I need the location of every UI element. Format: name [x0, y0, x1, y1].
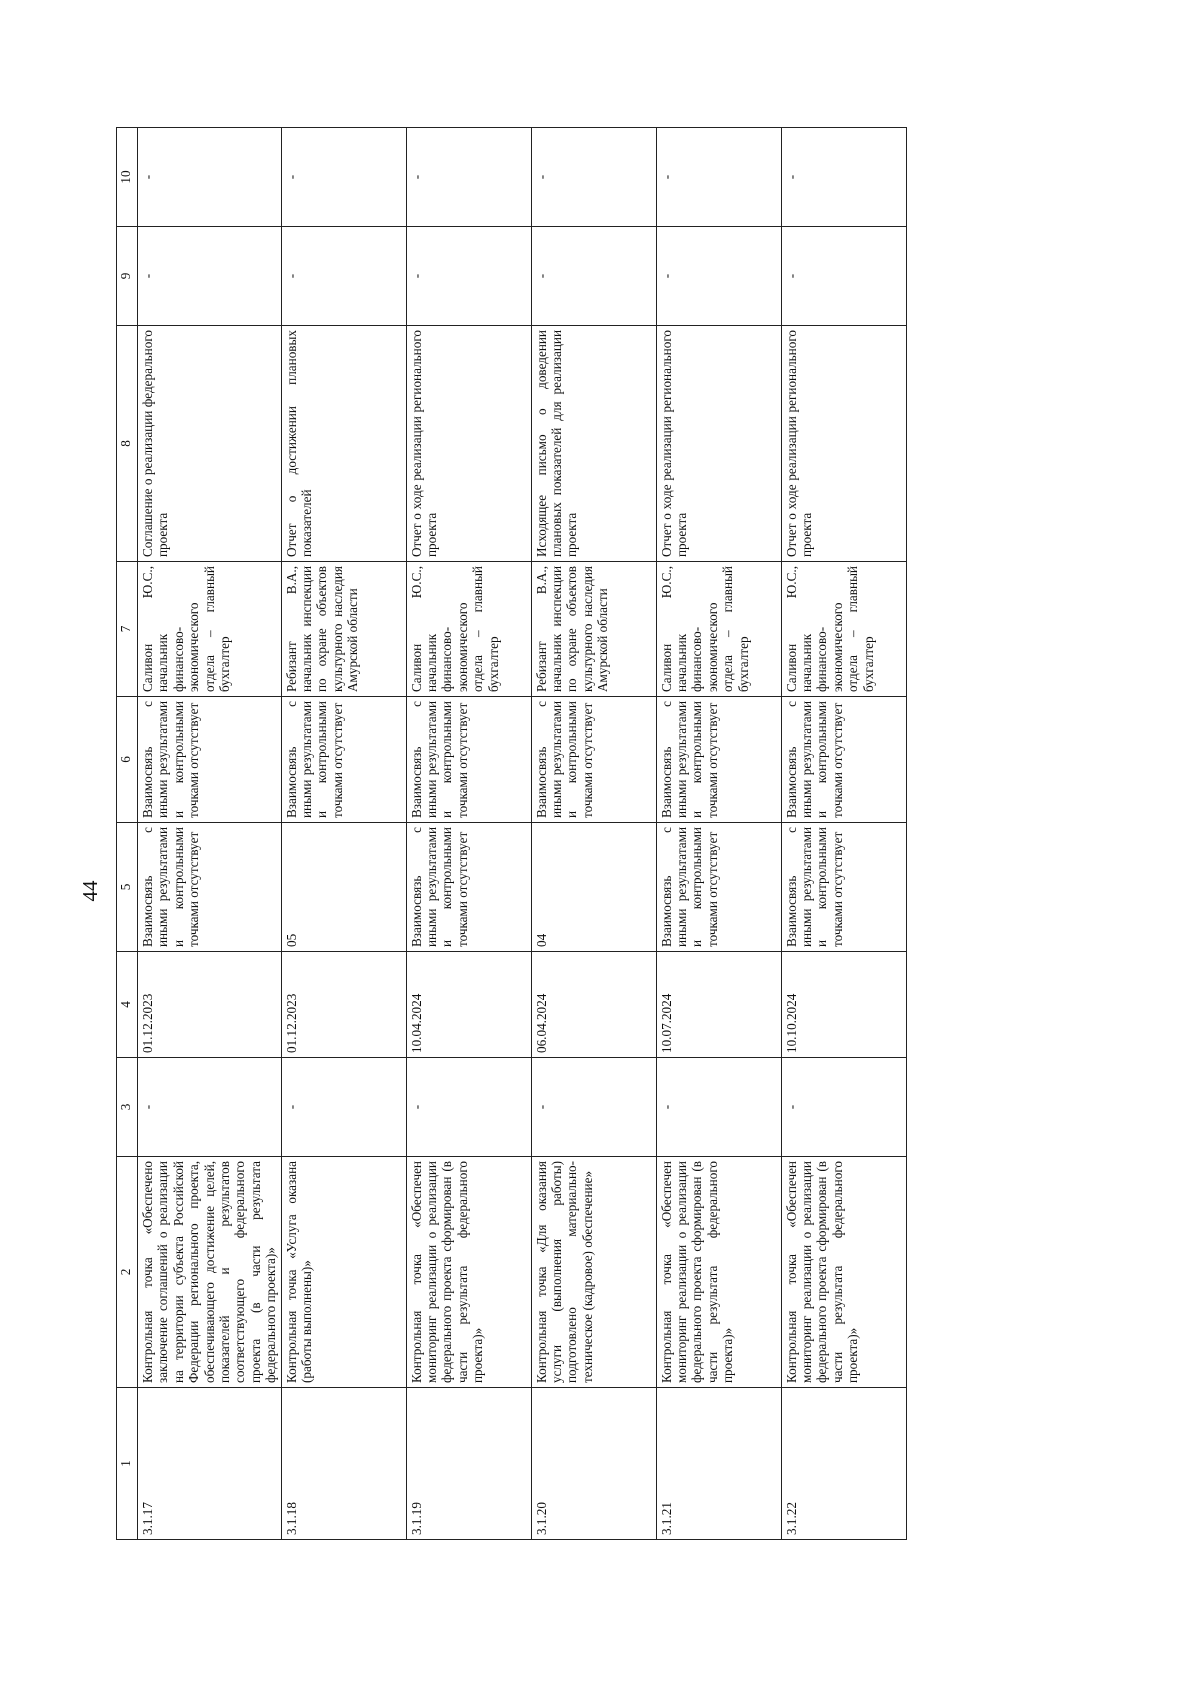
column-header: 4: [117, 952, 138, 1058]
deadline-date: 10.07.2024: [656, 952, 781, 1058]
column-6-value: Взаимосвязь с иными результатами и контрольными точками отсутствует: [781, 697, 906, 823]
document-type: Отчет о ходе реализации регионального проекта: [781, 326, 906, 562]
table-row: [531, 128, 656, 1540]
column-5-value: 05: [281, 823, 406, 952]
column-10-value: -: [138, 128, 282, 227]
row-number: 3.1.17: [138, 1388, 282, 1540]
column-6-value: Взаимосвязь с иными результатами и контрольными точками отсутствует: [406, 697, 531, 823]
deadline-date: 01.12.2023: [138, 952, 282, 1058]
column-9-value: -: [138, 227, 282, 326]
column-6-value: Взаимосвязь с иными результатами и контрольными точками отсутствует: [656, 697, 781, 823]
rotated-table-container: [116, 128, 1026, 1540]
column-9-value: -: [281, 227, 406, 326]
control-point-name: Контрольная точка «Обеспечен мониторинг реализации о реализации федерального проекта сформирован (в части результата федерального проекта)»: [656, 1157, 781, 1388]
responsible-person: Саливон Ю.С., начальник финансово-экономического отдела – главный бухгалтер: [406, 562, 531, 697]
document-type: Соглашение о реализации федерального проекта: [138, 326, 282, 562]
row-number: 3.1.21: [656, 1388, 781, 1540]
row-number: 3.1.20: [531, 1388, 656, 1540]
deadline-date: 01.12.2023: [281, 952, 406, 1058]
responsible-person: Ребизант В.А., начальник инспекции по охране объектов культурного наследия Амурской области: [281, 562, 406, 697]
row-number: 3.1.19: [406, 1388, 531, 1540]
deadline-date: 06.04.2024: [531, 952, 656, 1058]
column-3-value: -: [656, 1058, 781, 1157]
column-3-value: -: [531, 1058, 656, 1157]
row-number: 3.1.18: [281, 1388, 406, 1540]
column-header: 7: [117, 562, 138, 697]
row-number: 3.1.22: [781, 1388, 906, 1540]
column-header: 8: [117, 326, 138, 562]
column-header: 1: [117, 1388, 138, 1540]
column-5-value: Взаимосвязь с иными результатами и контрольными точками отсутствует: [406, 823, 531, 952]
document-type: Исходящее письмо о доведении плановых показателей для реализации проекта: [531, 326, 656, 562]
control-point-name: Контрольная точка «Обеспечен мониторинг реализации о реализации федерального проекта сформирован (в части результата федерального проекта)»: [781, 1157, 906, 1388]
page-number: 44: [78, 880, 102, 902]
deadline-date: 10.04.2024: [406, 952, 531, 1058]
column-9-value: -: [656, 227, 781, 326]
column-header: 6: [117, 697, 138, 823]
column-header: 3: [117, 1058, 138, 1157]
control-points-table: [116, 127, 907, 1540]
table-header-row: [117, 128, 138, 1540]
column-header: 10: [117, 128, 138, 227]
column-5-value: Взаимосвязь с иными результатами и контрольными точками отсутствует: [138, 823, 282, 952]
column-10-value: -: [406, 128, 531, 227]
column-3-value: -: [406, 1058, 531, 1157]
column-header: 5: [117, 823, 138, 952]
column-6-value: Взаимосвязь с иными результатами и контрольными точками отсутствует: [531, 697, 656, 823]
table-row: [781, 128, 906, 1540]
table-row: [406, 128, 531, 1540]
column-9-value: -: [531, 227, 656, 326]
column-9-value: -: [781, 227, 906, 326]
column-10-value: -: [531, 128, 656, 227]
column-5-value: 04: [531, 823, 656, 952]
column-10-value: -: [281, 128, 406, 227]
responsible-person: Саливон Ю.С., начальник финансово-экономического отдела – главный бухгалтер: [781, 562, 906, 697]
column-header: 9: [117, 227, 138, 326]
responsible-person: Ребизант В.А., начальник инспекции по охране объектов культурного наследия Амурской области: [531, 562, 656, 697]
column-10-value: -: [656, 128, 781, 227]
control-point-name: Контрольная точка «Обеспечено заключение соглашений о реализации на территории субъекта Российской Федерации регионального проекта, обеспечивающего достижение целей, показателей и результатов соответствующего федерального проекта (в части результата федерального проекта)»: [138, 1157, 282, 1388]
document-type: Отчет о достижении плановых показателей: [281, 326, 406, 562]
column-10-value: -: [781, 128, 906, 227]
column-6-value: Взаимосвязь с иными результатами и контрольными точками отсутствует: [138, 697, 282, 823]
table-row: [138, 128, 282, 1540]
control-point-name: Контрольная точка «Обеспечен мониторинг реализации о реализации федерального проекта сформирован (в части результата федерального проекта)»: [406, 1157, 531, 1388]
column-6-value: Взаимосвязь с иными результатами и контрольными точками отсутствует: [281, 697, 406, 823]
responsible-person: Саливон Ю.С., начальник финансово-экономического отдела – главный бухгалтер: [656, 562, 781, 697]
document-type: Отчет о ходе реализации регионального проекта: [656, 326, 781, 562]
control-point-name: Контрольная точка «Услуга оказана (работы выполнены)»: [281, 1157, 406, 1388]
column-header: 2: [117, 1157, 138, 1388]
table-row: [281, 128, 406, 1540]
column-5-value: Взаимосвязь с иными результатами и контрольными точками отсутствует: [781, 823, 906, 952]
column-3-value: -: [781, 1058, 906, 1157]
responsible-person: Саливон Ю.С., начальник финансово-экономического отдела – главный бухгалтер: [138, 562, 282, 697]
table-row: [656, 128, 781, 1540]
document-type: Отчет о ходе реализации регионального проекта: [406, 326, 531, 562]
column-3-value: -: [138, 1058, 282, 1157]
column-5-value: Взаимосвязь с иными результатами и контрольными точками отсутствует: [656, 823, 781, 952]
column-9-value: -: [406, 227, 531, 326]
deadline-date: 10.10.2024: [781, 952, 906, 1058]
control-point-name: Контрольная точка «Для оказания услуги (выполнения работы) подготовлено материально-техническое (кадровое) обеспечение»: [531, 1157, 656, 1388]
column-3-value: -: [281, 1058, 406, 1157]
